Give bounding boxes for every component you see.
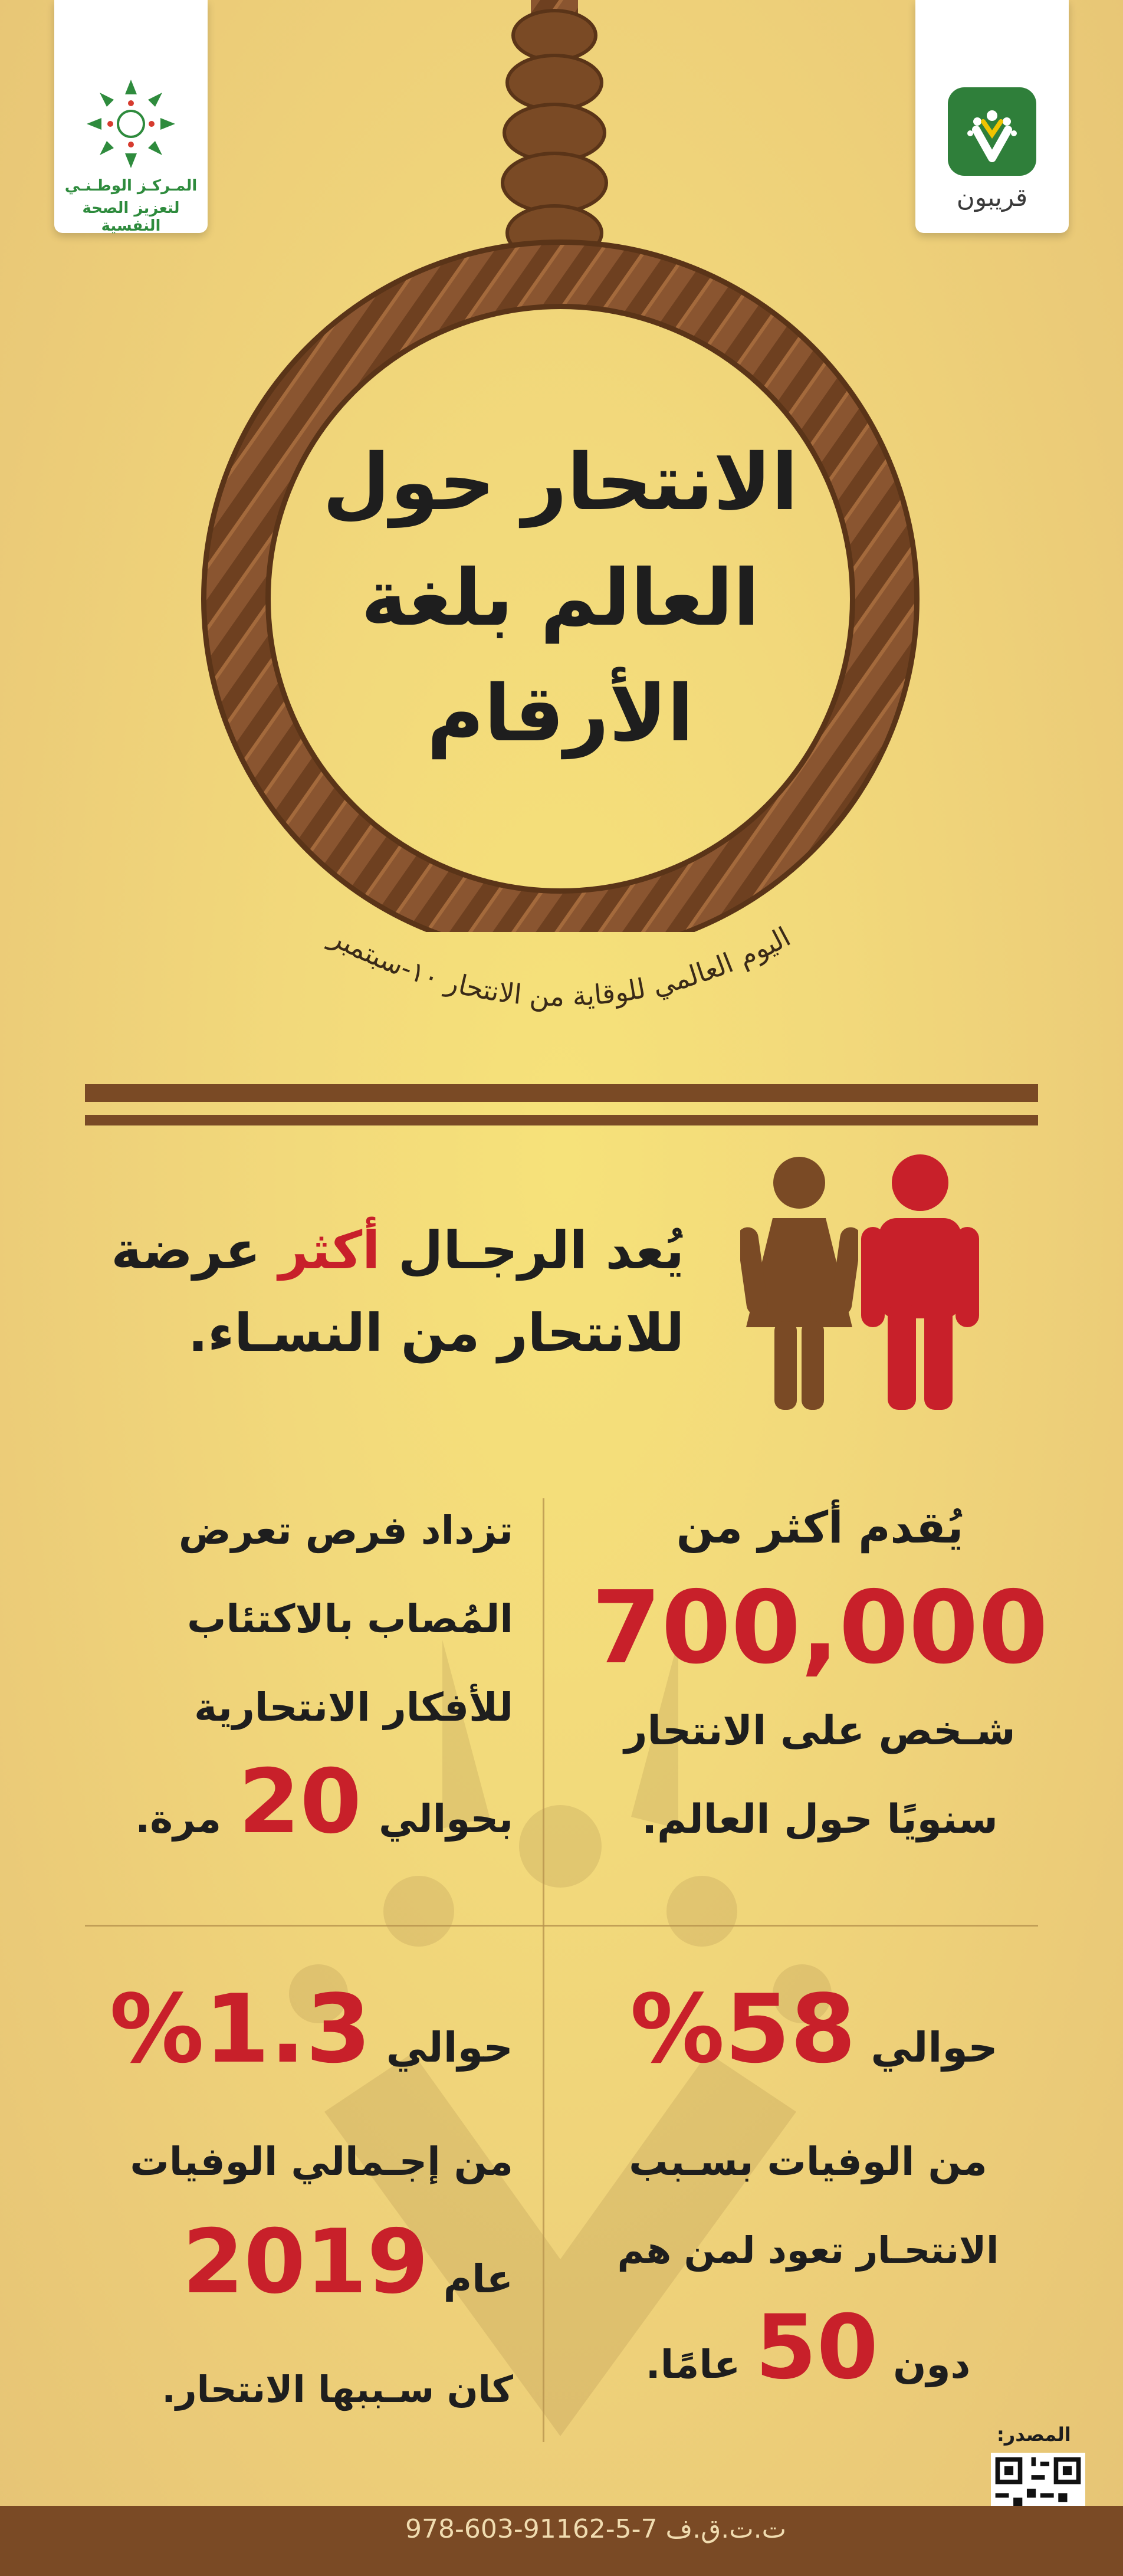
isbn-text: ت.ت.ق.ف 7-5-91162-603-978 xyxy=(405,2514,787,2544)
title-line-2: العالم بلغة xyxy=(361,553,760,644)
gender-stat-line-1: يُعد الرجـال أكثر عرضة xyxy=(111,1220,684,1281)
stat-under-50-line-1: حوالي %58 xyxy=(584,1970,1032,2118)
gender-stat-line-2: للانتحار من النسـاء. xyxy=(188,1302,684,1363)
subtitle-text: اليوم العالمي للوقاية من الانتحار ١٠-سبتمبر xyxy=(325,920,796,1013)
stat-total-deaths-percent: %1.3 xyxy=(109,1974,372,2084)
title-line-3: الأرقام xyxy=(426,668,694,759)
stat-under-50-age: 50 xyxy=(755,2296,879,2399)
app-logo-icon xyxy=(948,87,1036,176)
stat-total-deaths-line-2: من إجـمالي الوفيات xyxy=(130,2139,513,2184)
stat-under-50-line-4: دون 50 عامًا. xyxy=(645,2296,971,2399)
grid-divider-horizontal xyxy=(85,1925,1038,1927)
stat-annual-suicides xyxy=(584,1486,1056,1864)
gender-stat xyxy=(94,1209,684,1374)
gender-stat-highlight: أكثر xyxy=(278,1220,380,1281)
org-name-line2: لتعزيز الصحة النفسية xyxy=(82,199,180,235)
stat-depression-number: 20 xyxy=(238,1751,362,1853)
stat-under-50-line-2: من الوفيات بسـبب xyxy=(629,2139,987,2184)
source-label: المصدر: xyxy=(997,2423,1071,2446)
stat-under-50-percent: %58 xyxy=(630,1974,856,2084)
grid-divider-vertical xyxy=(543,1498,544,2442)
woman-figure-icon xyxy=(740,1150,858,1410)
stat-depression-line-4: بحوالي 20 مرة. xyxy=(135,1751,513,1853)
stat-depression-line-1: تزداد فرص تعرض xyxy=(178,1508,513,1553)
subtitle-curved xyxy=(236,855,885,1103)
stat-annual-line-1: يُقدم أكثر من xyxy=(676,1502,964,1553)
org-logo-icon xyxy=(78,71,184,177)
stat-total-deaths xyxy=(65,1970,513,2434)
divider-bar-top xyxy=(85,1084,1038,1102)
stat-total-deaths-line-3: عام 2019 xyxy=(65,2206,513,2345)
man-figure-icon xyxy=(855,1150,985,1410)
stat-total-deaths-line-4: كان سـببها الانتحار. xyxy=(162,2368,513,2411)
stat-total-deaths-line-1: حوالي %1.3 xyxy=(65,1970,513,2118)
stat-under-50-line-3: الانتحـار تعود لمن هم xyxy=(617,2229,999,2272)
page-title xyxy=(254,425,867,772)
org-logo-card xyxy=(54,0,208,233)
org-name-line1: المـركـز الوطـنـي xyxy=(64,177,198,195)
stat-depression-risk xyxy=(65,1486,513,1879)
stat-annual-line-3: شـخص على الانتحار xyxy=(624,1708,1016,1754)
svg-text:اليوم العالمي للوقاية من الانت xyxy=(324,920,796,1013)
title-line-1: الانتحار حول xyxy=(322,437,799,528)
stat-total-deaths-year: 2019 xyxy=(182,2211,429,2314)
app-name: قريبون xyxy=(956,183,1028,212)
stat-annual-number: 700,000 xyxy=(591,1570,1049,1686)
stat-depression-line-3: للأفكار الانتحارية xyxy=(194,1685,513,1730)
stat-annual-line-4: سنويًا حول العالم. xyxy=(642,1796,998,1843)
stat-depression-line-2: المُصاب بالاكتئاب xyxy=(187,1596,513,1642)
app-logo-card xyxy=(915,0,1069,233)
divider-bar-bottom xyxy=(85,1115,1038,1125)
stat-under-50 xyxy=(584,1970,1032,2428)
